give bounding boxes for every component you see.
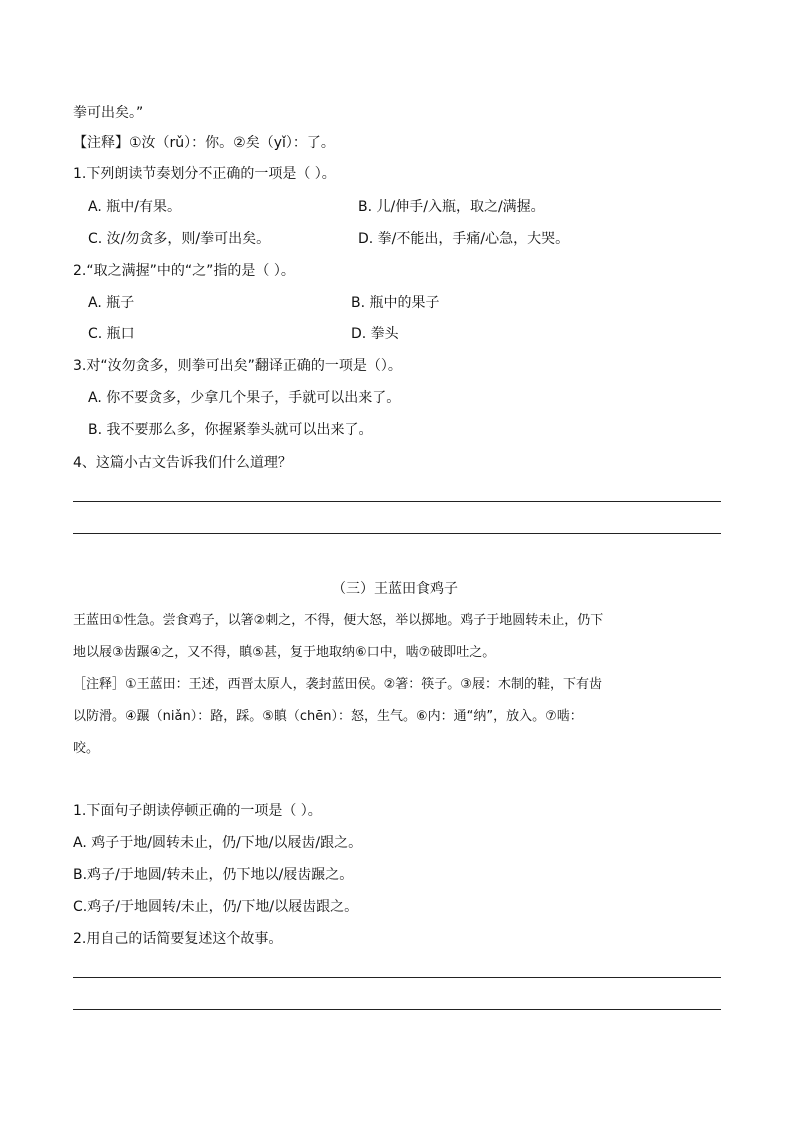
answer-line[interactable] [73, 977, 721, 978]
question-3-option-b: B. 我不要那么多，你握紧拳头就可以出来了。 [88, 422, 373, 438]
section3-question-2-stem: 2.用自己的话简要复述这个故事。 [73, 931, 283, 947]
question-1-option-a: A. 瓶中/有果。 [88, 199, 181, 215]
answer-line[interactable] [73, 533, 721, 534]
question-4-stem: 4、这篇小古文告诉我们什么道理？ [73, 455, 292, 471]
question-2-option-d: D. 拳头 [351, 326, 399, 342]
section-title: （三）王蓝田食鸡子 [332, 581, 458, 597]
section3-question-1-option-c: C.鸡子/于地圆转/未止，仍/下地/以屐齿跟之。 [73, 899, 359, 915]
question-2-option-c: C. 瓶口 [88, 326, 135, 342]
answer-line[interactable] [73, 1009, 721, 1010]
question-1-stem: 1.下列朗读节奏划分不正确的一项是（ ）。 [73, 166, 336, 182]
annotation-line: 以防滑。④蹍（niǎn）：路，踩。⑤瞋（chēn）：怒，生气。⑥内：通“纳”，放入。⑦啮： [73, 709, 583, 724]
question-1-option-b: B. 儿/伸手/入瓶，取之/满握。 [358, 199, 545, 215]
question-2-option-a: A. 瓶子 [88, 295, 135, 311]
question-3-stem: 3.对“汝勿贪多，则拳可出矣”翻译正确的一项是（）。 [73, 358, 402, 374]
section3-question-1-option-a: A. 鸡子于地/圆转未止，仍/下地/以屐齿/跟之。 [73, 835, 363, 851]
annotation-line: 咬。 [73, 741, 100, 756]
answer-line[interactable] [73, 501, 721, 502]
question-2-stem: 2.“取之满握”中的“之”指的是（ ）。 [73, 263, 295, 279]
annotation-note: 【注释】①汝（rǔ）：你。②矣（yǐ）：了。 [73, 135, 335, 151]
passage-line: 王蓝田①性急。尝食鸡子，以箸②刺之，不得，便大怒，举以掷地。鸡子于地圆转未止，仍下 [73, 613, 604, 628]
passage-continuation: 拳可出矣。” [73, 105, 144, 121]
question-2-option-b: B. 瓶中的果子 [351, 295, 440, 311]
passage-line: 地以屐③齿蹍④之，又不得，瞋⑤甚，复于地取纳⑥口中，啮⑦破即吐之。 [73, 645, 496, 660]
annotation-line: ［注释］①王蓝田：王述，西晋太原人，袭封蓝田侯。②箸：筷子。③屐：木制的鞋，下有齿 [73, 677, 602, 692]
question-3-option-a: A. 你不要贪多，少拿几个果子，手就可以出来了。 [88, 390, 401, 406]
section3-question-1-stem: 1.下面句子朗读停顿正确的一项是（ ）。 [73, 803, 322, 819]
question-1-option-d: D. 拳/不能出，手痛/心急，大哭。 [358, 231, 570, 247]
question-1-option-c: C. 汝/勿贪多，则/拳可出矣。 [88, 231, 271, 247]
section3-question-1-option-b: B.鸡子/于地圆/转未止，仍下地以/屐齿蹍之。 [73, 867, 354, 883]
